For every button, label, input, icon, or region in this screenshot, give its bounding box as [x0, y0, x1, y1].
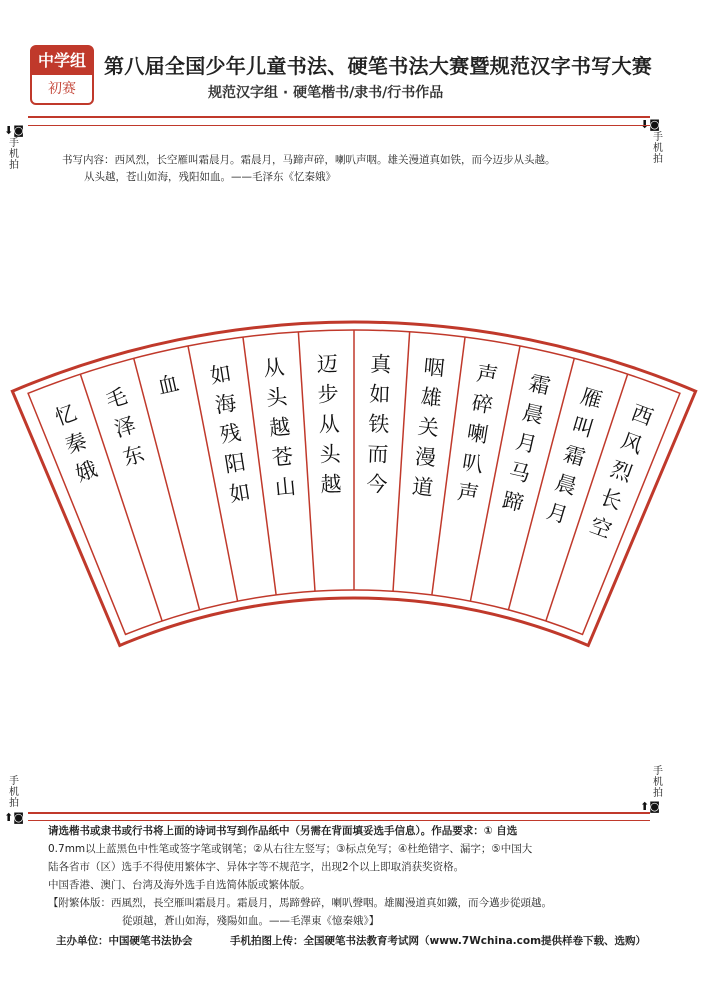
- fan-character: 如: [208, 361, 234, 389]
- fan-character: 霜: [526, 370, 553, 399]
- camera-up-icon: ⬆◙: [4, 811, 24, 824]
- requirements-notes: [48, 822, 648, 930]
- notes-line-4: 中国香港、澳门、台湾及海外选手自选简体版或繁体版。: [48, 879, 311, 891]
- fan-character: 霜: [560, 441, 588, 471]
- fan-character: 月: [543, 498, 571, 528]
- right-top-photo-label: 手机拍: [653, 132, 663, 165]
- fan-character: 马: [506, 458, 533, 487]
- fan-character: 头: [319, 442, 342, 467]
- fan-character: 苍: [270, 444, 295, 471]
- fan-rib: [298, 332, 315, 591]
- fan-character: 娥: [72, 456, 101, 487]
- fan-character: 声: [455, 479, 481, 507]
- fan-character: 空: [586, 513, 615, 543]
- fan-character: 咽: [422, 354, 446, 381]
- fan-character: 西: [628, 400, 657, 431]
- notes-line-5: 【附繁体版：西風烈，長空雁叫霜晨月。霜晨月，馬蹄聲碎，喇叭聲咽。雄關漫道真如鐵，而今邁步從頭越。: [48, 897, 552, 909]
- fan-character: 越: [320, 472, 342, 497]
- fan-character: 叫: [569, 412, 597, 442]
- fan-character: 如: [368, 382, 391, 407]
- fan-character: 海: [213, 390, 238, 418]
- fan-character: 血: [155, 370, 182, 399]
- camera-down-icon-right: ⬇◙: [640, 118, 660, 131]
- notes-line-6: 從頭越，蒼山如海，殘陽如血。——毛澤東《憶秦娥》】: [122, 915, 380, 927]
- notes-line-3: 陆各省市（区）选手不得使用繁体字、异体字等不规范字，出现2个以上即取消获奖资格。: [48, 861, 465, 873]
- fan-character: 东: [120, 441, 148, 471]
- fan-character: 道: [411, 474, 435, 501]
- left-top-photo-label: 手机拍: [9, 138, 19, 171]
- camera-down-icon: ⬇◙: [4, 124, 24, 137]
- fan-character: 雄: [419, 384, 443, 411]
- badge-level: 中学组: [32, 47, 92, 75]
- fan-character: 阳: [222, 450, 248, 478]
- content-line-2: 从头越，苍山如海，残阳如血。——毛泽东《忆秦娥》: [84, 171, 336, 183]
- fan-character: 铁: [367, 412, 390, 437]
- fan-character: 而: [366, 442, 389, 467]
- content-line-1: 书写内容：西风烈，长空雁叫霜晨月。霜晨月，马蹄声碎，喇叭声咽。雄关漫道真如铁，而今迈步从头越。: [62, 154, 556, 166]
- badge-round: 初赛: [48, 81, 76, 97]
- fan-character: 烈: [607, 456, 636, 487]
- fan-character: 长: [597, 484, 626, 515]
- fan-character: 泽: [111, 412, 139, 442]
- fan-character: 月: [513, 429, 540, 458]
- fan-rib: [393, 332, 410, 591]
- fan-character: 晨: [520, 400, 546, 429]
- footer-upload: 手机拍图上传：全国硬笔书法教育考试网（www.7Wchina.com提供样卷下载、选购）: [230, 935, 647, 947]
- fan-character: 蹄: [500, 487, 526, 516]
- fan-character: 如: [227, 479, 253, 507]
- fan-character: 关: [416, 414, 440, 441]
- fan-character: 秦: [62, 428, 91, 459]
- camera-up-icon-right: ⬆◙: [640, 800, 660, 813]
- fan-character: 雁: [577, 383, 605, 413]
- left-bottom-photo-label: 手机拍: [9, 776, 19, 809]
- fan-character: 漫: [413, 444, 438, 471]
- notes-line-1: 请选楷书或隶书或行书将上面的诗词书写到作品纸中（另需在背面填妥选手信息）。作品要求：① 自选: [48, 825, 518, 837]
- notes-line-2: 0.7mm以上蓝黑色中性笔或签字笔或钢笔；②从右往左竖写；③标点免写；④杜绝错字、漏字；⑤中国大: [48, 843, 533, 855]
- right-bottom-photo-label: 手机拍: [653, 766, 663, 799]
- fan-character: 碎: [470, 390, 495, 418]
- fan-character: 今: [366, 472, 388, 497]
- fan-character: 声: [474, 361, 500, 389]
- fan-character: 迈: [316, 352, 339, 377]
- fan-character: 从: [318, 412, 341, 437]
- fan-character: 晨: [552, 470, 580, 500]
- fan-character: 喇: [465, 420, 490, 448]
- fan-character: 从: [262, 354, 286, 381]
- fan-character: 头: [265, 384, 289, 411]
- fan-character: 叭: [460, 450, 486, 478]
- fan-character: 毛: [103, 383, 131, 413]
- fan-character: 步: [317, 382, 340, 407]
- page-title: 第八届全国少年儿童书法、硬笔书法大赛暨规范汉字书写大赛: [104, 54, 653, 78]
- footer-organizer: 主办单位：中国硬笔书法协会: [56, 935, 193, 947]
- fan-character: 忆: [51, 400, 80, 431]
- fan-character: 风: [617, 428, 646, 459]
- page-subtitle: 规范汉字组 · 硬笔楷书/隶书/行书作品: [208, 85, 444, 101]
- fan-character: 山: [273, 474, 297, 501]
- fan-character: 残: [218, 420, 243, 448]
- fan-character: 真: [369, 352, 392, 377]
- bottom-divider: [28, 812, 650, 821]
- fan-character: 越: [268, 414, 292, 441]
